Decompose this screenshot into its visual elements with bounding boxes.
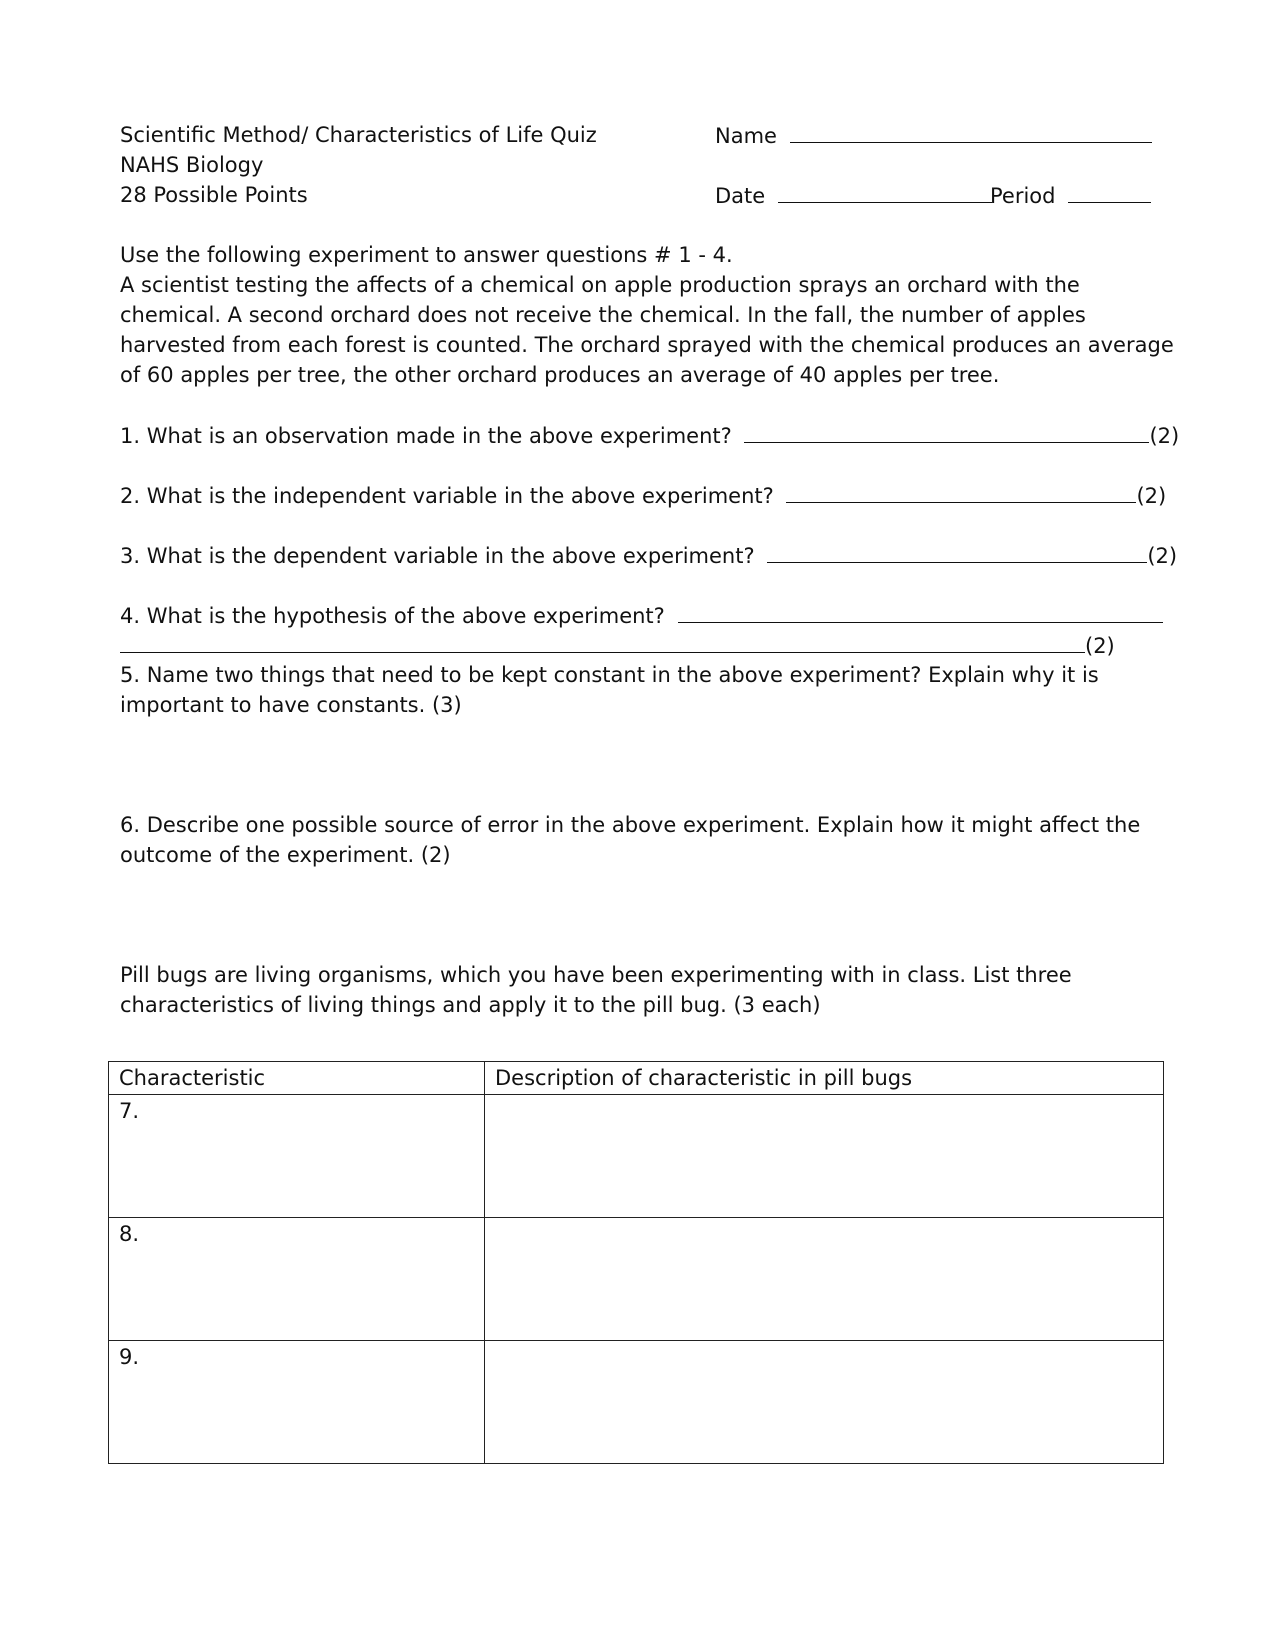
period-field[interactable] [990, 180, 1151, 211]
table-cell-description[interactable] [485, 1218, 1164, 1341]
table-row [109, 1341, 1164, 1464]
quiz-title: Scientific Method/ Characteristics of Life Quiz [120, 123, 597, 147]
question-4-continuation [120, 630, 1115, 661]
question-2-answer-blank[interactable] [786, 480, 1136, 503]
table-header-row [109, 1062, 1164, 1095]
table-row [109, 1218, 1164, 1341]
period-label: Period [990, 184, 1056, 208]
question-6-line: outcome of the experiment. (2) [120, 843, 451, 867]
possible-points: 28 Possible Points [120, 183, 308, 207]
question-4 [120, 600, 1163, 631]
question-1-answer-blank[interactable] [744, 420, 1149, 443]
question-3-answer-blank[interactable] [767, 540, 1147, 563]
course-name: NAHS Biology [120, 153, 264, 177]
question-4-points: (2) [1085, 634, 1115, 658]
question-1-text: 1. What is an observation made in the above experiment? [120, 424, 732, 448]
question-5-line: important to have constants. (3) [120, 693, 462, 717]
pillbug-instruction-line: characteristics of living things and apply it to the pill bug. (3 each) [120, 993, 821, 1017]
question-1-points: (2) [1149, 424, 1180, 448]
table-cell-characteristic[interactable]: 9. [109, 1341, 485, 1464]
date-label: Date [715, 184, 766, 208]
date-blank[interactable] [778, 180, 992, 203]
table-header-characteristic: Characteristic [109, 1062, 485, 1095]
name-label: Name [715, 124, 777, 148]
question-4-text: 4. What is the hypothesis of the above experiment? [120, 604, 665, 628]
question-2 [120, 480, 1166, 511]
pillbug-instruction-line: Pill bugs are living organisms, which you have been experimenting with in class. List three [120, 963, 1072, 987]
table-cell-characteristic[interactable]: 8. [109, 1218, 485, 1341]
name-blank[interactable] [790, 120, 1152, 143]
instruction-text: Use the following experiment to answer questions # 1 - 4. [120, 243, 733, 267]
question-2-text: 2. What is the independent variable in the above experiment? [120, 484, 774, 508]
question-3-text: 3. What is the dependent variable in the above experiment? [120, 544, 755, 568]
question-5-line: 5. Name two things that need to be kept constant in the above experiment? Explain why it is [120, 663, 1099, 687]
table-cell-description[interactable] [485, 1095, 1164, 1218]
question-2-points: (2) [1136, 484, 1167, 508]
name-field[interactable] [715, 120, 1152, 151]
scenario-line: of 60 apples per tree, the other orchard produces an average of 40 apples per tree. [120, 363, 1000, 387]
table-cell-characteristic[interactable]: 7. [109, 1095, 485, 1218]
question-4-answer-blank[interactable] [678, 600, 1163, 623]
question-3-points: (2) [1147, 544, 1178, 568]
characteristics-table [108, 1061, 1164, 1464]
table-header-description: Description of characteristic in pill bugs [485, 1062, 1164, 1095]
period-blank[interactable] [1068, 180, 1151, 203]
scenario-line: harvested from each forest is counted. The orchard sprayed with the chemical produces an average [120, 333, 1174, 357]
question-4-answer-blank-2[interactable] [120, 630, 1085, 653]
question-1 [120, 420, 1179, 451]
scenario-line: A scientist testing the affects of a chemical on apple production sprays an orchard with the [120, 273, 1080, 297]
table-row [109, 1095, 1164, 1218]
question-6-line: 6. Describe one possible source of error in the above experiment. Explain how it might affect the [120, 813, 1141, 837]
question-3 [120, 540, 1177, 571]
table-cell-description[interactable] [485, 1341, 1164, 1464]
date-field[interactable] [715, 180, 992, 211]
scenario-line: chemical. A second orchard does not receive the chemical. In the fall, the number of apples [120, 303, 1086, 327]
